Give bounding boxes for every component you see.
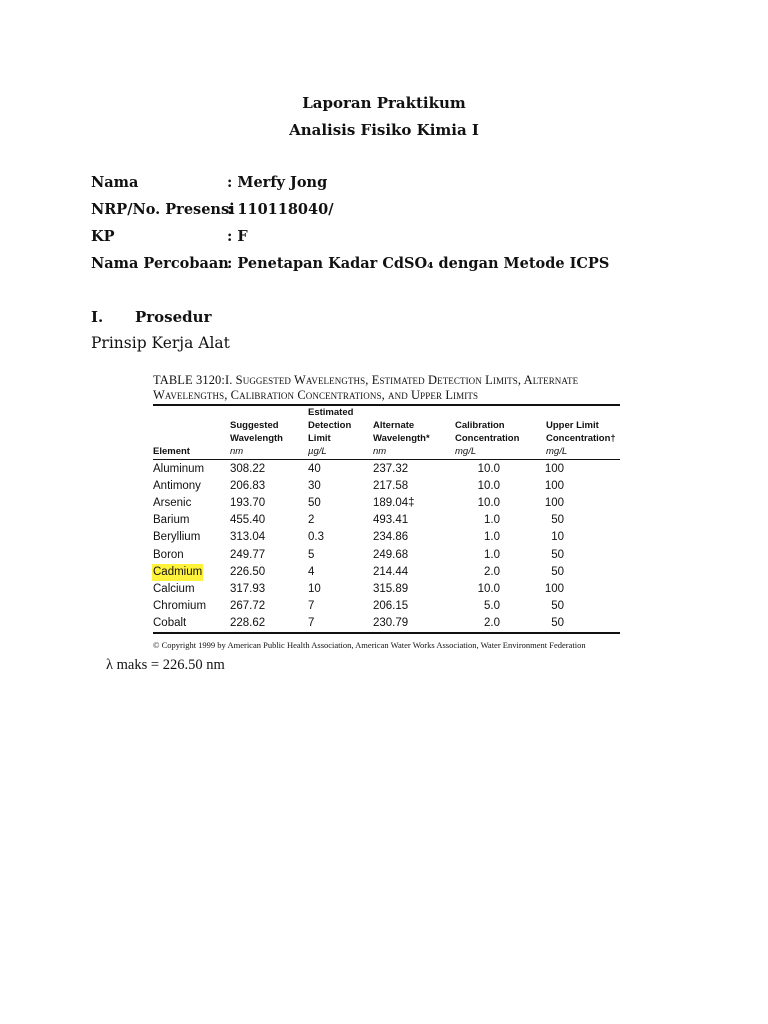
cell-wavelength: 206.83 (230, 480, 266, 493)
cell-wavelength: 308.22 (230, 463, 266, 475)
cell-detection: 30 (308, 480, 321, 493)
info-value-nrp: : 110118040/ (227, 201, 334, 218)
cell-detection: 2 (308, 514, 315, 527)
cell-element: Arsenic (153, 497, 192, 510)
cell-alternate: 217.58 (373, 480, 409, 493)
section-title: Prosedur (135, 308, 212, 326)
table-row (153, 615, 620, 632)
cell-wavelength: 228.62 (230, 616, 266, 629)
header-upper: Upper Limit Concentration† (546, 420, 616, 444)
cell-upper: 100 (544, 480, 564, 493)
cell-alternate: 189.04‡ (373, 497, 415, 510)
cell-detection: 50 (308, 497, 321, 510)
info-label-percobaan: Nama Percobaan (91, 255, 229, 272)
cell-calibration: 1.0 (484, 514, 500, 527)
header-detection: Estimated Detection Limit (308, 407, 354, 444)
cell-wavelength: 267.72 (230, 599, 266, 612)
cell-calibration: 10.0 (477, 463, 500, 475)
table-row (153, 581, 620, 598)
cell-upper: 100 (544, 582, 564, 595)
cell-alternate: 237.32 (373, 463, 409, 475)
unit-calibration: mg/L (455, 446, 477, 457)
cell-element: Calcium (153, 582, 195, 595)
cell-wavelength: 249.77 (230, 548, 266, 561)
cell-wavelength: 226.50 (230, 565, 266, 578)
table-header-rule (153, 459, 620, 460)
table-row (153, 461, 620, 478)
header-wavelength: Suggested Wavelength (230, 420, 283, 444)
table-row (153, 512, 620, 529)
cell-upper: 50 (551, 548, 564, 561)
cell-upper: 100 (544, 497, 564, 510)
unit-wavelength: nm (230, 446, 244, 457)
cell-detection: 40 (308, 463, 321, 475)
cell-upper: 50 (551, 514, 564, 527)
header-alternate: Alternate Wavelength* (373, 420, 430, 444)
cell-alternate: 206.15 (373, 599, 409, 612)
cell-detection: 7 (308, 599, 315, 612)
cell-detection: 10 (308, 582, 321, 595)
table-row (153, 598, 620, 615)
table-row (153, 478, 620, 495)
cell-calibration: 5.0 (484, 599, 500, 612)
info-value-nama: : Merfy Jong (227, 174, 328, 191)
cell-element: Beryllium (153, 531, 201, 544)
info-value-kp: : F (227, 228, 248, 245)
cell-alternate: 230.79 (373, 616, 409, 629)
info-value-percobaan: : Penetapan Kadar CdSO₄ dengan Metode ICPS (227, 255, 610, 272)
cell-wavelength: 317.93 (230, 582, 266, 595)
cell-element: Cadmium (152, 564, 203, 581)
cell-detection: 4 (308, 565, 315, 578)
section-number: I. (91, 308, 104, 326)
cell-element: Aluminum (153, 463, 205, 475)
cell-calibration: 10.0 (477, 480, 500, 493)
table-top-rule (153, 404, 620, 406)
cell-detection: 0.3 (308, 531, 324, 544)
info-label-nrp: NRP/No. Presensi (91, 201, 235, 218)
unit-detection: µg/L (308, 446, 327, 457)
header-calibration: Calibration Concentration (455, 420, 520, 444)
cell-upper: 10 (551, 531, 564, 544)
cell-upper: 50 (551, 616, 564, 629)
cell-upper: 100 (544, 463, 564, 475)
cell-wavelength: 193.70 (230, 497, 266, 510)
table-row (153, 495, 620, 512)
cell-calibration: 10.0 (477, 497, 500, 510)
cell-detection: 5 (308, 548, 315, 561)
cell-element: Chromium (153, 599, 207, 612)
cell-alternate: 315.89 (373, 582, 409, 595)
table-copyright: © Copyright 1999 by American Public Health Association, American Water Works Association, Water Environment Federation (153, 640, 586, 650)
cell-alternate: 234.86 (373, 531, 409, 544)
table-row (153, 547, 620, 564)
cell-upper: 50 (551, 599, 564, 612)
cell-alternate: 249.68 (373, 548, 409, 561)
info-label-nama: Nama (91, 174, 139, 191)
lambda-max-result: λ maks = 226.50 nm (106, 657, 225, 673)
unit-upper: mg/L (546, 446, 568, 457)
table-row (153, 564, 620, 581)
cell-element: Cobalt (153, 616, 187, 629)
cell-wavelength: 313.04 (230, 531, 266, 544)
cell-calibration: 2.0 (484, 616, 500, 629)
cell-element: Antimony (153, 480, 201, 493)
table-bottom-rule (153, 632, 620, 634)
cell-calibration: 10.0 (477, 582, 500, 595)
cell-detection: 7 (308, 616, 315, 629)
cell-alternate: 214.44 (373, 565, 409, 578)
cell-element: Barium (153, 514, 190, 527)
cell-element: Boron (153, 548, 184, 561)
header-element: Element (153, 446, 190, 457)
cell-alternate: 493.41 (373, 514, 409, 527)
report-title: Laporan Praktikum (302, 94, 466, 112)
cell-wavelength: 455.40 (230, 514, 266, 527)
table-row (153, 529, 620, 546)
cell-upper: 50 (551, 565, 564, 578)
unit-alternate: nm (373, 446, 387, 457)
info-label-kp: KP (91, 228, 115, 245)
table-caption: TABLE 3120:I. Suggested Wavelengths, Estimated Detection Limits, Alternate Wavelengths, Calibration Concentrations, and Upper Limits (153, 373, 579, 402)
subheading: Prinsip Kerja Alat (91, 334, 230, 352)
cell-calibration: 1.0 (484, 531, 500, 544)
cell-calibration: 2.0 (484, 565, 500, 578)
report-subtitle: Analisis Fisiko Kimia I (289, 121, 479, 139)
cell-calibration: 1.0 (484, 548, 500, 561)
